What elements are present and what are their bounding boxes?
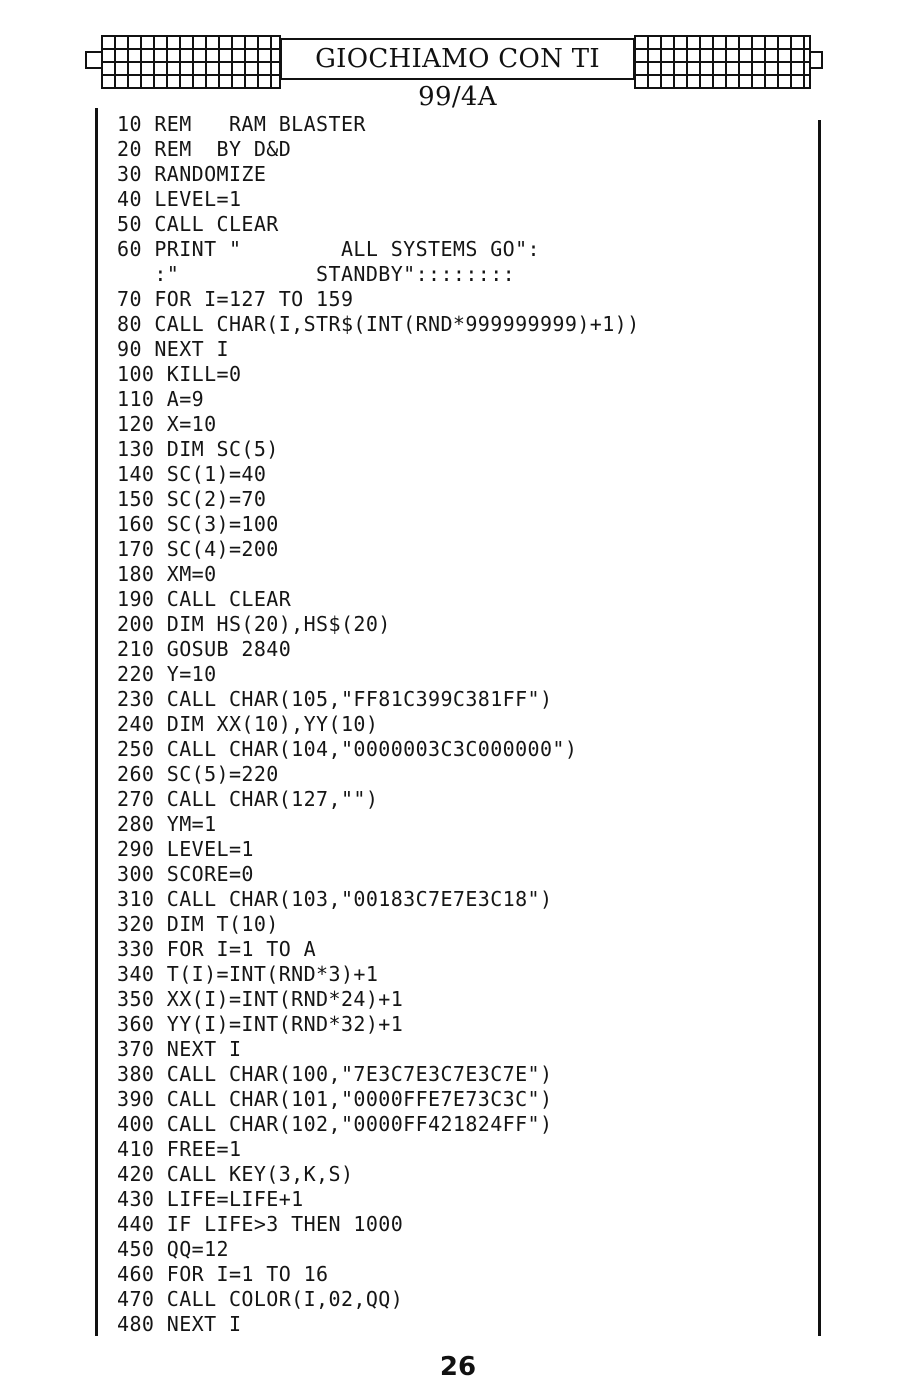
code-line: 140 SC(1)=40 bbox=[117, 462, 267, 486]
left-margin-rule bbox=[95, 108, 98, 1336]
code-line: 320 DIM T(10) bbox=[117, 912, 279, 936]
code-line: 130 DIM SC(5) bbox=[117, 437, 279, 461]
code-line: 210 GOSUB 2840 bbox=[117, 637, 292, 661]
code-line: 380 CALL CHAR(100,"7E3C7E3C7E3C7E") bbox=[117, 1062, 553, 1086]
code-line: 480 NEXT I bbox=[117, 1312, 242, 1336]
code-line: 230 CALL CHAR(105,"FF81C399C381FF") bbox=[117, 687, 553, 711]
code-line: 430 LIFE=LIFE+1 bbox=[117, 1187, 304, 1211]
code-line: 30 RANDOMIZE bbox=[117, 162, 267, 186]
code-line: 300 SCORE=0 bbox=[117, 862, 254, 886]
code-line: 70 FOR I=127 TO 159 bbox=[117, 287, 354, 311]
code-line: 280 YM=1 bbox=[117, 812, 217, 836]
code-line: 50 CALL CLEAR bbox=[117, 212, 279, 236]
code-line: 180 XM=0 bbox=[117, 562, 217, 586]
code-line: 270 CALL CHAR(127,"") bbox=[117, 787, 379, 811]
code-line: 310 CALL CHAR(103,"00183C7E7E3C18") bbox=[117, 887, 553, 911]
code-line: 10 REM RAM BLASTER bbox=[117, 112, 366, 136]
code-line: :" STANDBY":::::::: bbox=[117, 262, 516, 286]
code-line: 470 CALL COLOR(I,02,QQ) bbox=[117, 1287, 404, 1311]
code-line: 350 XX(I)=INT(RND*24)+1 bbox=[117, 987, 404, 1011]
code-line: 220 Y=10 bbox=[117, 662, 217, 686]
code-line: 20 REM BY D&D bbox=[117, 137, 292, 161]
code-line: 60 PRINT " ALL SYSTEMS GO": bbox=[117, 237, 540, 261]
page-header-title: GIOCHIAMO CON TI 99/4A bbox=[280, 38, 635, 80]
code-line: 450 QQ=12 bbox=[117, 1237, 229, 1261]
code-line: 390 CALL CHAR(101,"0000FFE7E73C3C") bbox=[117, 1087, 553, 1111]
code-line: 360 YY(I)=INT(RND*32)+1 bbox=[117, 1012, 404, 1036]
code-line: 440 IF LIFE>3 THEN 1000 bbox=[117, 1212, 404, 1236]
code-line: 330 FOR I=1 TO A bbox=[117, 937, 317, 961]
code-line: 240 DIM XX(10),YY(10) bbox=[117, 712, 379, 736]
code-line: 420 CALL KEY(3,K,S) bbox=[117, 1162, 354, 1186]
code-line: 410 FREE=1 bbox=[117, 1137, 242, 1161]
code-line: 460 FOR I=1 TO 16 bbox=[117, 1262, 329, 1286]
code-line: 90 NEXT I bbox=[117, 337, 229, 361]
code-line: 80 CALL CHAR(I,STR$(INT(RND*999999999)+1)) bbox=[117, 312, 640, 336]
code-line: 250 CALL CHAR(104,"0000003C3C000000") bbox=[117, 737, 578, 761]
code-line: 200 DIM HS(20),HS$(20) bbox=[117, 612, 391, 636]
code-line: 190 CALL CLEAR bbox=[117, 587, 292, 611]
code-line: 260 SC(5)=220 bbox=[117, 762, 279, 786]
page-number: 26 bbox=[439, 1352, 477, 1382]
code-line: 120 X=10 bbox=[117, 412, 217, 436]
code-line: 290 LEVEL=1 bbox=[117, 837, 254, 861]
code-line: 340 T(I)=INT(RND*3)+1 bbox=[117, 962, 379, 986]
right-margin-rule bbox=[818, 120, 821, 1336]
code-line: 110 A=9 bbox=[117, 387, 205, 411]
code-line: 170 SC(4)=200 bbox=[117, 537, 279, 561]
code-line: 100 KILL=0 bbox=[117, 362, 242, 386]
code-line: 40 LEVEL=1 bbox=[117, 187, 242, 211]
code-line: 400 CALL CHAR(102,"0000FF421824FF") bbox=[117, 1112, 553, 1136]
code-line: 160 SC(3)=100 bbox=[117, 512, 279, 536]
code-line: 150 SC(2)=70 bbox=[117, 487, 267, 511]
code-line: 370 NEXT I bbox=[117, 1037, 242, 1061]
